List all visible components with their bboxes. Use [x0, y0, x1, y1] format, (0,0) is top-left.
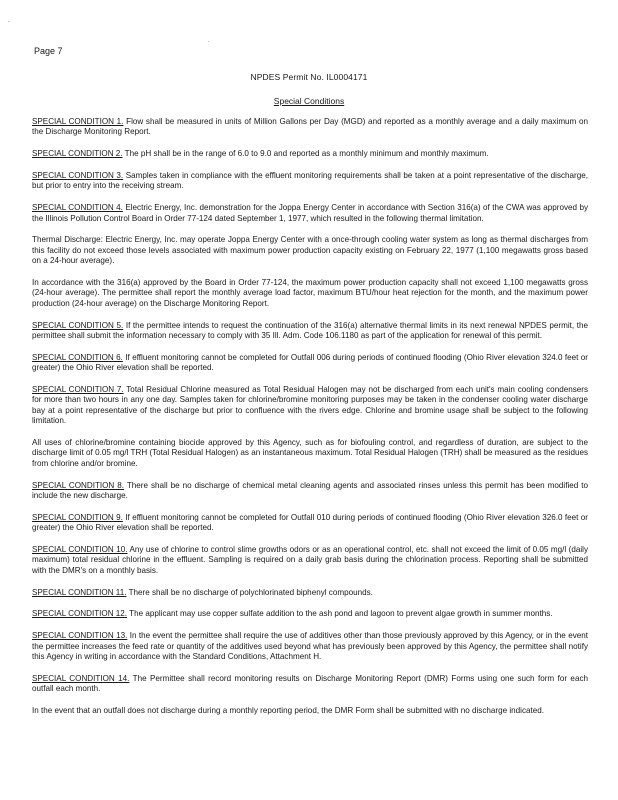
condition-label: SPECIAL CONDITION 9. [32, 512, 123, 522]
paragraph-text: All uses of chlorine/bromine containing biocide approved by this Agency, such as for biofouling control, and regardless of duration, are subject to the discharge limit of 0.05 mg/l TRH (Total Residual Halogen) as an instantaneous maximum. Total Residual Halogen (TRH) shall be measured as the residues from chlorine and/or bromine. [32, 438, 588, 468]
page-number: Page 7 [34, 46, 63, 56]
condition-label: SPECIAL CONDITION 2. [32, 149, 123, 159]
paragraph-condition-13 [32, 631, 588, 662]
condition-label: SPECIAL CONDITION 1. [32, 117, 124, 126]
condition-label: SPECIAL CONDITION 7. [32, 385, 124, 395]
paragraph-text: Flow shall be measured in units of Million Gallons per Day (MGD) and reported as a monthly average and a daily maximum on the Discharge Monitoring Report. [32, 117, 588, 137]
paragraph-text: In the event the permittee shall require the use of additives other than those previously approved by this Agency, or in the event the permittee increases the feed rate or quantity of the additives used beyond what has previously been approved by this Agency, the permittee shall notify this Agency in writing in accordance with the Standard Conditions, Attachment H. [32, 631, 588, 662]
paragraph-text: Samples taken in compliance with the effluent monitoring requirements shall be taken at a point representative of the discharge, but prior to entry into the receiving stream. [32, 171, 588, 191]
paragraph-condition-7 [32, 385, 588, 427]
paragraph-condition-10 [32, 545, 588, 576]
document-body [32, 117, 588, 728]
section-title: Special Conditions [273, 96, 345, 106]
paragraph-text: Any use of chlorine to control slime growths odors or as an operational control, etc. shall not exceed the limit of 0.05 mg/l (daily maximum) total residual chlorine in the effluent. Sampling is required on a daily grab basis during the chlorination process. Reporting shall be submitted with the DMR's on a monthly basis. [32, 545, 588, 575]
paragraph-condition-12 [32, 609, 588, 619]
paragraph-condition-3 [32, 171, 588, 192]
paragraph-condition-11 [32, 588, 588, 598]
condition-label: SPECIAL CONDITION 5. [32, 320, 124, 330]
paragraph-condition-9 [32, 513, 588, 534]
paragraph-text: There shall be no discharge of chemical metal cleaning agents and associated rinses unless this permit has been modified to include the new discharge. [32, 480, 588, 501]
paragraph-text: The pH shall be in the range of 6.0 to 9.0 and reported as a monthly minimum and monthly maximum. [124, 149, 489, 159]
paragraph-trh-limit [32, 438, 588, 469]
paragraph-text: If the permittee intends to request the continuation of the 316(a) alternative thermal limits in its next renewal NPDES permit, the permittee shall submit the information necessary to comply with 35 Ill. Adm. Code 106.1180 as part of the application for renewal of this permit. [32, 320, 588, 341]
paragraph-no-discharge [32, 706, 588, 716]
paragraph-condition-5 [32, 321, 588, 342]
paragraph-condition-2 [32, 149, 588, 159]
paragraph-text: Electric Energy, Inc. demonstration for the Joppa Energy Center in accordance with Section 316(a) of the CWA was approved by the Illinois Pollution Control Board in Order 77-124 dated September 1, 1977, which resulted in the following thermal limitation. [32, 203, 588, 223]
scan-speck: . [208, 38, 210, 44]
condition-label: SPECIAL CONDITION 3. [32, 171, 124, 180]
condition-label: SPECIAL CONDITION 4. [32, 203, 123, 213]
paragraph-condition-1 [32, 117, 588, 138]
paragraph-text: Total Residual Chlorine measured as Total Residual Halogen may not be discharged from each unit's main cooling condensers for more than two hours in any one day. Samples taken for chlorine/bromine monitoring purposes may be taken in the condenser cooling water discharge bay at a point representative of the discharge but prior to confluence with the rivers edge. Chlorine and bromine usage shall be subject to the following limitation. [32, 385, 588, 426]
permit-number: NPDES Permit No. IL0004171 [250, 72, 368, 82]
paragraph-thermal-discharge [32, 235, 588, 266]
condition-label: SPECIAL CONDITION 13. [32, 631, 128, 641]
paragraph-text: If effluent monitoring cannot be completed for Outfall 010 during periods of continued flooding (Ohio River elevation 326.0 feet or greater) the Ohio River elevation shall be reported. [32, 512, 588, 533]
scan-speck: . [8, 18, 10, 24]
paragraph-text: The Permittee shall record monitoring results on Discharge Monitoring Report (DMR) Forms using one such form for each outfall each month. [32, 673, 588, 694]
paragraph-text: There shall be no discharge of polychlorinated biphenyl compounds. [128, 587, 373, 597]
paragraph-text: The applicant may use copper sulfate addition to the ash pond and lagoon to prevent algae growth in summer months. [129, 609, 553, 619]
paragraph-condition-8 [32, 481, 588, 502]
paragraph-316a-capacity [32, 278, 588, 309]
condition-label: SPECIAL CONDITION 12. [32, 609, 128, 619]
condition-label: SPECIAL CONDITION 10. [32, 545, 128, 555]
condition-label: SPECIAL CONDITION 11. [32, 587, 127, 597]
paragraph-text: In accordance with the 316(a) approved by the Board in Order 77-124, the maximum power production capacity shall not exceed 1,100 megawatts gross (24-hour average). The permittee shall report the monthly average load factor, maximum BTU/hour heat rejection for the month, and the maximum power production (24-hour average) on the Discharge Monitoring Report. [32, 278, 588, 308]
condition-label: SPECIAL CONDITION 14. [32, 673, 130, 683]
paragraph-condition-4 [32, 203, 588, 224]
paragraph-text: Thermal Discharge: Electric Energy, Inc. may operate Joppa Energy Center with a once-through cooling water system as long as thermal discharges from this facility do not exceed those levels associated with maximum power production capacity existing on February 22, 1977 (1,100 megawatts gross based on a 24-hour average). [32, 235, 588, 266]
condition-label: SPECIAL CONDITION 6. [32, 352, 123, 362]
condition-label: SPECIAL CONDITION 8. [32, 480, 125, 490]
paragraph-condition-14 [32, 674, 588, 695]
paragraph-condition-6 [32, 353, 588, 374]
paragraph-text: In the event that an outfall does not discharge during a monthly reporting period, the DMR Form shall be submitted with no discharge indicated. [32, 706, 544, 716]
paragraph-text: If effluent monitoring cannot be completed for Outfall 006 during periods of continued flooding (Ohio River elevation 324.0 feet or greater) the Ohio River elevation shall be reported. [32, 352, 588, 373]
